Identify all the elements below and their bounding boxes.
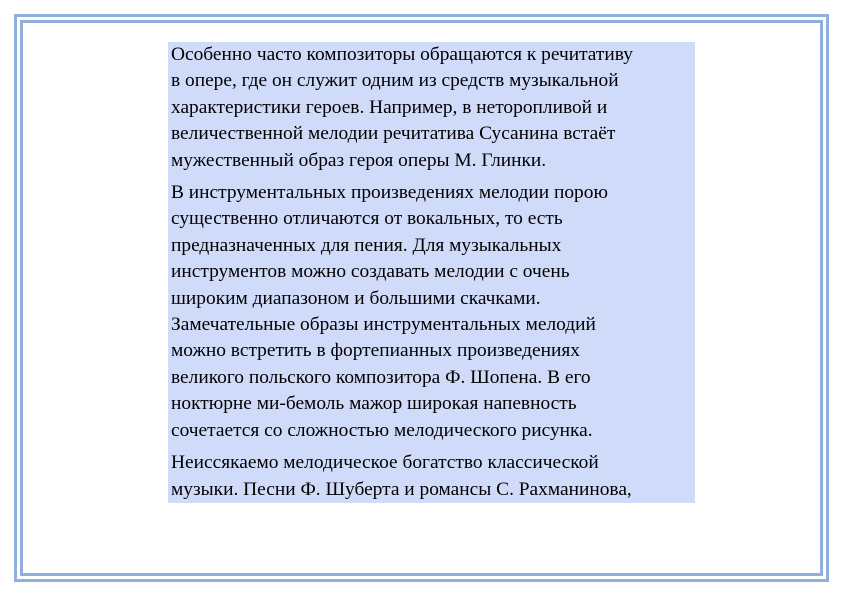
text-line: величественной мелодии речитатива Сусанина встаёт	[171, 123, 616, 145]
text-line: ноктюрне ми-бемоль мажор широкая напевность	[171, 393, 577, 415]
text-line: Замечательные образы инструментальных мелодий	[171, 314, 596, 336]
text-line: сочетается со сложностью мелодического рисунка.	[171, 419, 593, 441]
text-line: мужественный образ героя оперы М. Глинки.	[171, 149, 547, 171]
text-line: инструментов можно создавать мелодии с очень	[171, 261, 570, 283]
text-line: великого польского композитора Ф. Шопена. В его	[171, 366, 591, 388]
text-box[interactable]	[168, 42, 695, 503]
text-line: предназначенных для пения. Для музыкальных	[171, 234, 562, 256]
text-line: музыки. Песни Ф. Шуберта и романсы С. Рахманинова,	[171, 478, 632, 500]
text-line: в опере, где он служит одним из средств музыкальной	[171, 70, 619, 92]
text-line: В инструментальных произведениях мелодии порою	[171, 182, 608, 204]
text-line: широким диапазоном и большими скачками.	[171, 287, 541, 309]
paragraph-instrumental	[171, 180, 695, 444]
text-line: существенно отличаются от вокальных, то есть	[171, 208, 563, 230]
paragraph-recitative	[171, 42, 695, 174]
text-line: можно встретить в фортепианных произведениях	[171, 340, 580, 362]
text-line: Особенно часто композиторы обращаются к речитативу	[171, 44, 633, 65]
text-line: Неиссякаемо мелодическое богатство классической	[171, 452, 599, 474]
text-line: характеристики героев. Например, в неторопливой и	[171, 96, 608, 118]
paragraph-classical	[171, 450, 695, 503]
